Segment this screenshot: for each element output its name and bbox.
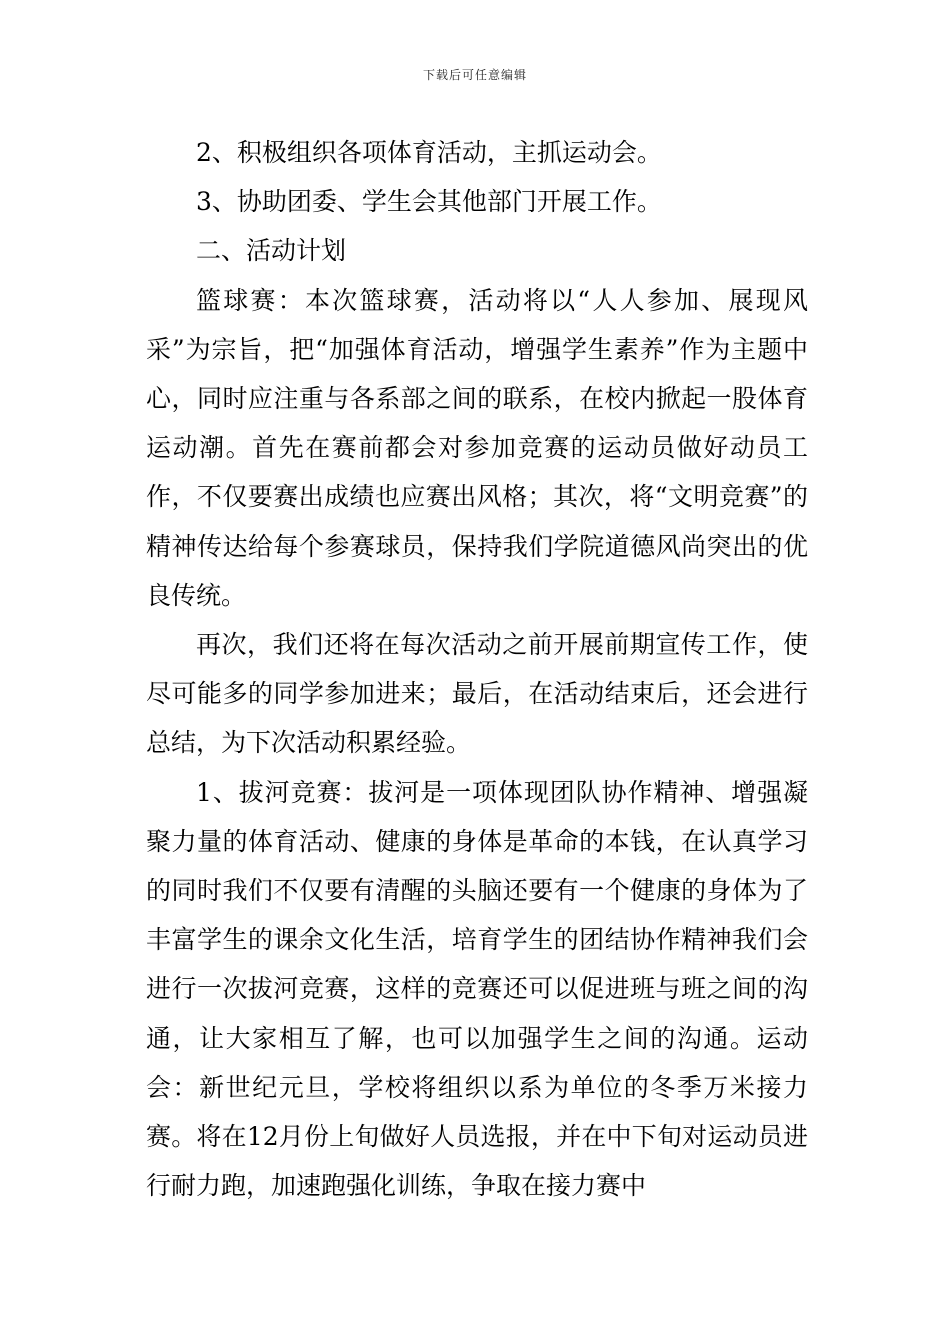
paragraph-basketball: 篮球赛：本次篮球赛，活动将以“人人参加、展现风采”为宗旨，把“加强体育活动，增强学生素养”作为主题中心，同时应注重与各系部之间的联系，在校内掀起一股体育运动潮。首先在赛前都会对参加竞赛的运动员做好动员工作，不仅要赛出成绩也应赛出风格；其次，将“文明竞赛”的精神传达给每个参赛球员，保持我们学院道德风尚突出的优良传统。	[146, 285, 808, 610]
section-heading-activity-plan: 二、活动计划	[196, 236, 347, 266]
paragraph-promotion: 再次，我们还将在每次活动之前开展前期宣传工作，使尽可能多的同学参加进来；最后，在活动结束后，还会进行总结，为下次活动积累经验。	[146, 630, 808, 758]
paragraph-item-2: 2、积极组织各项体育活动，主抓运动会。	[196, 138, 662, 167]
document-body	[146, 128, 808, 1210]
paragraph-tug-of-war: 1、拔河竞赛：拔河是一项体现团队协作精神、增强凝聚力量的体育活动、健康的身体是革命的本钱，在认真学习的同时我们不仅要有清醒的头脑还要有一个健康的身体为了丰富学生的课余文化生活，培育学生的团结协作精神我们会进行一次拔河竞赛，这样的竞赛还可以促进班与班之间的沟通，让大家相互了解，也可以加强学生之间的沟通。运动会：新世纪元旦，学校将组织以系为单位的冬季万米接力赛。将在12月份上旬做好人员选报，并在中下旬对运动员进行耐力跑，加速跑强化训练，争取在接力赛中	[146, 777, 808, 1201]
page-header: 下载后可任意编辑	[422, 68, 527, 82]
paragraph-item-3: 3、协助团委、学生会其他部门开展工作。	[196, 187, 662, 217]
